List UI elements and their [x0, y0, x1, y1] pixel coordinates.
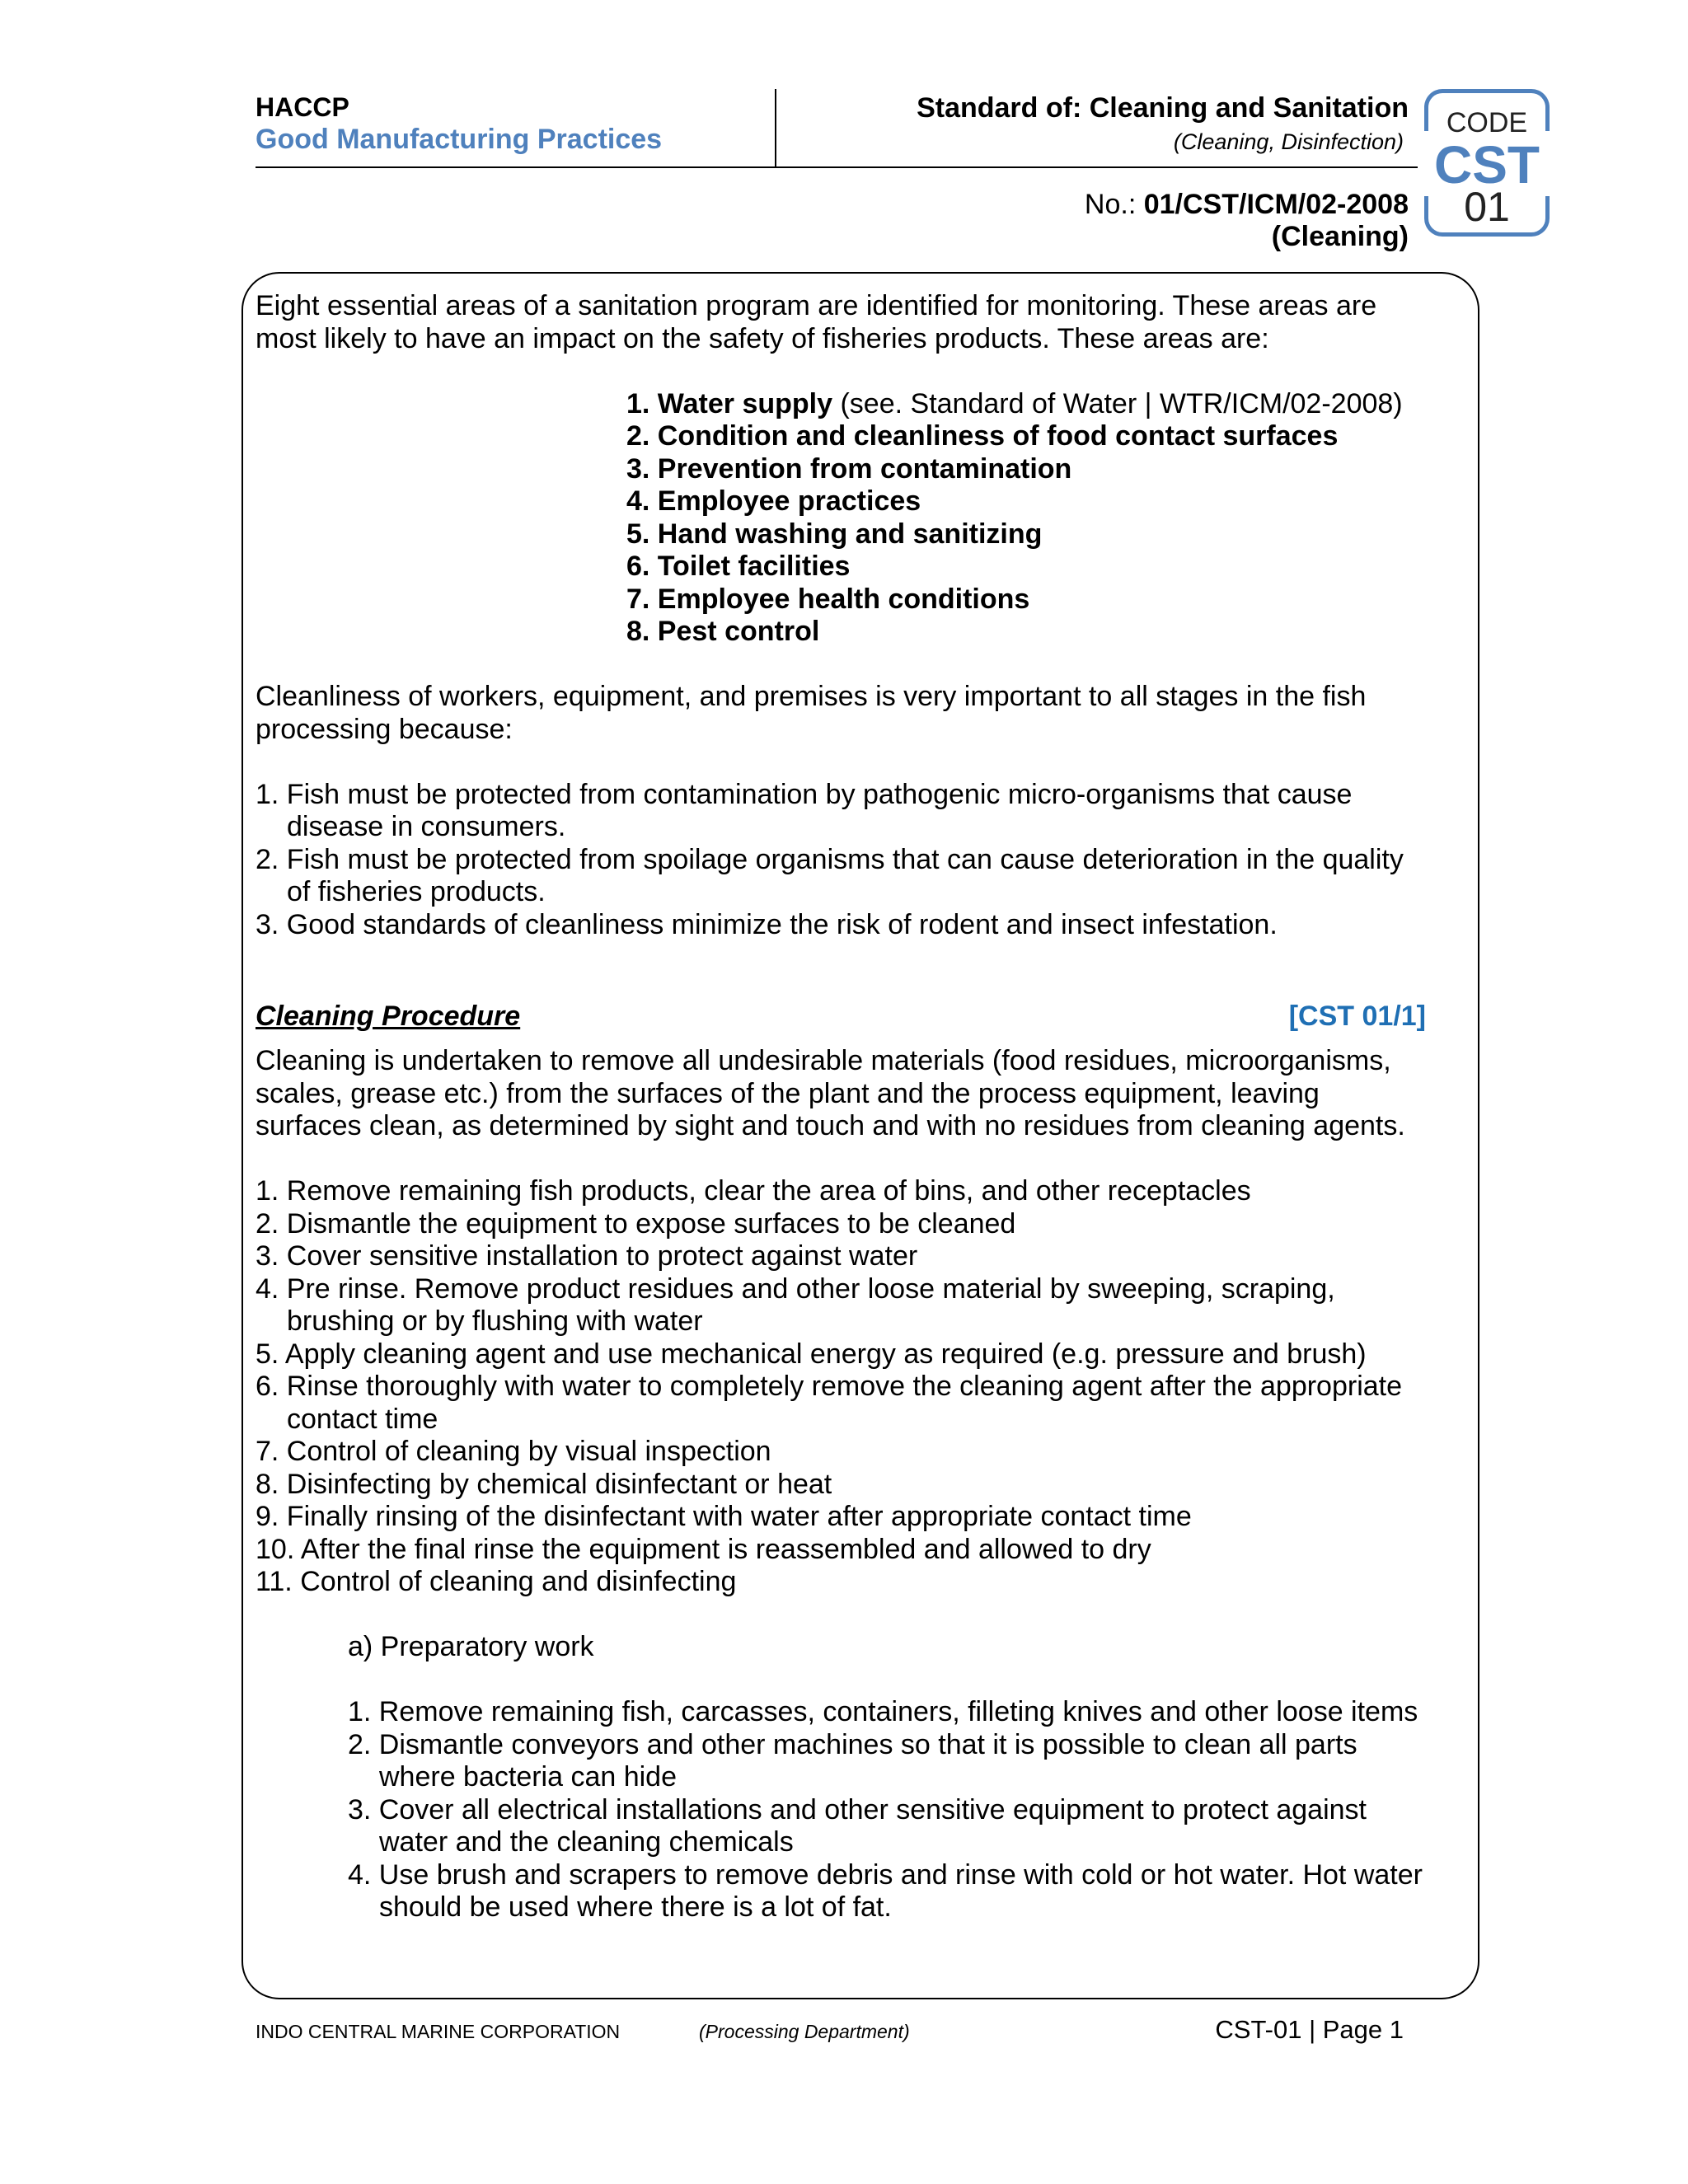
preparatory-title: a) Preparatory work: [348, 1631, 594, 1662]
list-item: 2. Fish must be protected from spoilage organisms that can cause deterioration in the quality of fisheries products.: [256, 843, 1404, 907]
document-number-value: 01/CST/ICM/02-2008: [1143, 189, 1409, 220]
list-item: 5. Apply cleaning agent and use mechanical energy as required (e.g. pressure and brush): [256, 1338, 1367, 1370]
footer-company: INDO CENTRAL MARINE CORPORATION: [256, 2021, 621, 2042]
list-item: 1. Fish must be protected from contamination by pathogenic micro-organisms that cause disease in consumers.: [256, 778, 1353, 842]
procedure-steps-list: [256, 1175, 1426, 1599]
section-code: [CST 01/1]: [1288, 1001, 1426, 1032]
document-body: [256, 290, 1426, 1924]
document-number-label: No.:: [1084, 189, 1144, 220]
list-item: 2. Condition and cleanliness of food contact surfaces: [626, 420, 1339, 452]
list-item: 8. Pest control: [626, 616, 820, 647]
list-item: 6. Rinse thoroughly with water to completely remove the cleaning agent after the appropriate contact time: [256, 1371, 1403, 1435]
standard-title: Standard of: Cleaning and Sanitation: [917, 92, 1409, 124]
badge-number: 01: [1464, 184, 1510, 230]
list-item: 3. Prevention from contamination: [626, 452, 1072, 485]
list-item: 1. Water supply (see. Standard of Water | WTR/ICM/02-2008): [626, 387, 1403, 419]
header-divider-vertical: [775, 89, 776, 166]
header-title: HACCP: [256, 92, 349, 122]
list-item: 9. Finally rinsing of the disinfectant with water after appropriate contact time: [256, 1501, 1192, 1532]
list-item: 2. Dismantle conveyors and other machines so that it is possible to clean all parts where bacteria can hide: [348, 1728, 1357, 1793]
list-item: 3. Cover sensitive installation to protect against water: [256, 1240, 918, 1272]
footer-page-number: CST-01 | Page 1: [1215, 2015, 1404, 2044]
section-title: Cleaning Procedure: [256, 1001, 521, 1032]
intro-paragraph: Eight essential areas of a sanitation program are identified for monitoring. These areas are most likely to have an impact on the safety of fisheries products. These areas are:: [256, 290, 1377, 354]
cleanliness-reasons-list: [256, 779, 1426, 942]
section-heading: [256, 1001, 1426, 1033]
document-section: (Cleaning): [1271, 221, 1409, 252]
list-item: 4. Pre rinse. Remove product residues and other loose material by sweeping, scraping, brushing or by flushing with water: [256, 1272, 1335, 1337]
cleanliness-paragraph: Cleanliness of workers, equipment, and premises is very important to all stages in the fish processing because:: [256, 681, 1367, 745]
list-item: 1. Remove remaining fish, carcasses, containers, filleting knives and other loose items: [348, 1696, 1418, 1727]
standard-subtitle: (Cleaning, Disinfection): [1173, 129, 1404, 154]
badge-label: CODE: [1446, 107, 1528, 138]
list-item: 6. Toilet facilities: [626, 551, 851, 582]
list-item: 10. After the final rinse the equipment is reassembled and allowed to dry: [256, 1533, 1151, 1565]
list-item: 2. Dismantle the equipment to expose surfaces to be cleaned: [256, 1207, 1016, 1240]
preparatory-work-block: [348, 1631, 1426, 1924]
header-subtitle: Good Manufacturing Practices: [256, 124, 663, 155]
list-item: 8. Disinfecting by chemical disinfectant or heat: [256, 1468, 832, 1500]
procedure-paragraph: Cleaning is undertaken to remove all undesirable materials (food residues, microorganisms, scales, grease etc.) from the surfaces of the plant and the process equipment, leaving surfaces clean, as determined by sight and touch and with no residues from cleaning agents.: [256, 1045, 1405, 1141]
list-item: 7. Control of cleaning by visual inspection: [256, 1436, 771, 1467]
list-item: 4. Employee practices: [626, 485, 921, 517]
badge-code: CST: [1434, 135, 1540, 194]
document-number: [1085, 189, 1409, 221]
list-item: 4. Use brush and scrapers to remove debris and rinse with cold or hot water. Hot water should be used where there is a lot of fat.: [348, 1858, 1423, 1923]
list-item: 7. Employee health conditions: [626, 583, 1030, 615]
list-item: 3. Good standards of cleanliness minimize the risk of rodent and insect infestation.: [256, 908, 1278, 940]
sanitation-areas-list: [626, 388, 1426, 649]
footer-department: (Processing Department): [699, 2021, 910, 2042]
list-item: 5. Hand washing and sanitizing: [626, 518, 1043, 550]
code-badge: [1424, 89, 1546, 237]
list-item: 11. Control of cleaning and disinfecting: [256, 1566, 737, 1597]
list-item: 3. Cover all electrical installations and other sensitive equipment to protect against water and the cleaning chemicals: [348, 1793, 1367, 1858]
list-item: 1. Remove remaining fish products, clear the area of bins, and other receptacles: [256, 1175, 1251, 1207]
header-divider-horizontal: [256, 166, 1418, 168]
